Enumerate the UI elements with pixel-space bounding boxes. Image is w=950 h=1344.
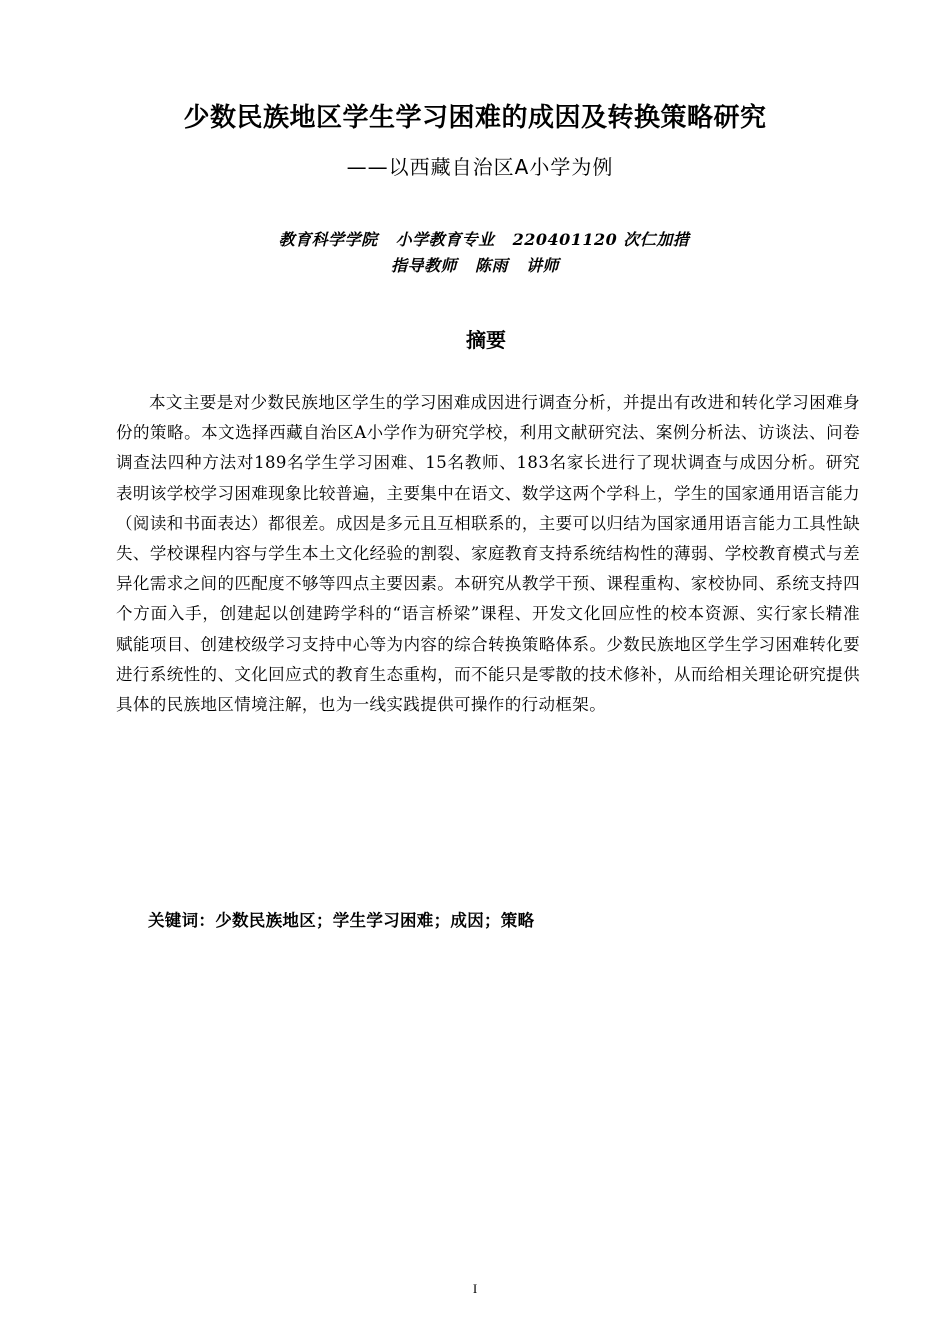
author-info-line (0, 228, 950, 252)
major-name: 小学教育专业 (395, 230, 495, 249)
paper-subtitle: ——以西藏自治区A小学为例 (346, 155, 614, 179)
abstract-heading: 摘要 (466, 328, 506, 352)
abstract-body: 本文主要是对少数民族地区学生的学习困难成因进行调查分析，并提出有改进和转化学习困难身份的策略。本文选择西藏自治区A小学作为研究学校，利用文献研究法、案例分析法、访谈法、问卷调查法四种方法对189名学生学习困难、15名教师、183名家长进行了现状调查与成因分析。研究表明该学校学习困难现象比较普遍，主要集中在语文、数学这两个学科上，学生的国家通用语言能力（阅读和书面表达）都很差。成因是多元且互相联系的，主要可以归结为国家通用语言能力工具性缺失、学校课程内容与学生本土文化经验的割裂、家庭教育支持系统结构性的薄弱、学校教育模式与差异化需求之间的匹配度不够等四点主要因素。本研究从教学干预、课程重构、家校协同、系统支持四个方面入手，创建起以创建跨学科的“语言桥梁”课程、开发文化回应性的校本资源、实行家长精准赋能项目、创建校级学习支持中心等为内容的综合转换策略体系。少数民族地区学生学习困难转化要进行系统性的、文化回应式的教育生态重构，而不能只是零散的技术修补，从而给相关理论研究提供具体的民族地区情境注解，也为一线实践提供可操作的行动框架。 (116, 393, 860, 715)
advisor-title: 讲师 (526, 256, 560, 275)
advisor-name: 陈雨 (474, 256, 508, 275)
advisor-label: 指导教师 (390, 256, 457, 275)
page-number: I (472, 1281, 478, 1296)
student-name: 次仁加措 (623, 230, 690, 249)
college-name: 教育科学学院 (278, 230, 378, 249)
advisor-info-line (0, 254, 950, 278)
keywords-line: 关键词：少数民族地区；学生学习困难；成因；策略 (148, 911, 535, 930)
student-id: 220401120 (512, 230, 618, 249)
paper-title: 少数民族地区学生学习困难的成因及转换策略研究 (183, 103, 767, 133)
